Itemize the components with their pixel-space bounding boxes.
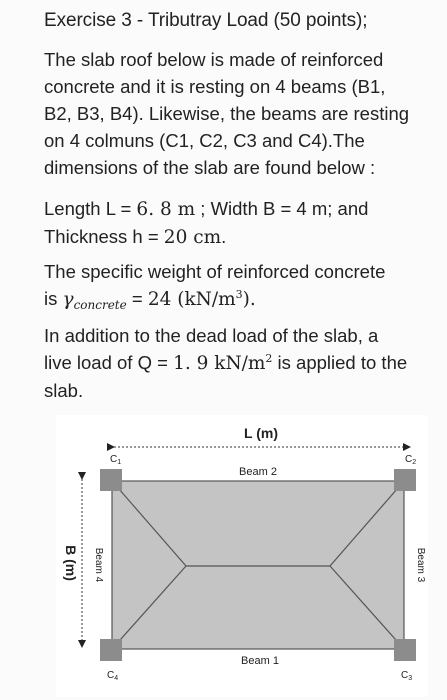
live-formula-line (44, 349, 439, 377)
c1-letter: C (110, 454, 118, 465)
weight-exponent: 3 (235, 287, 243, 301)
beam-1-label: Beam 1 (241, 655, 279, 667)
column-c4-label (107, 670, 118, 682)
weight-value: 24 (kN/m (147, 289, 236, 310)
c2-subscript: 2 (412, 459, 417, 466)
column-c3-label (401, 670, 412, 682)
live-load-paragraph (44, 322, 439, 404)
thickness-value: 20 cm (163, 227, 222, 248)
gamma-subscript: concrete (73, 298, 127, 312)
weight-paragraph (44, 258, 439, 319)
c3-letter: C (401, 670, 409, 681)
column-c4 (100, 639, 122, 661)
column-c3 (394, 639, 416, 661)
c3-subscript: 3 (408, 675, 413, 682)
live-exponent: 2 (265, 351, 273, 365)
beam-4-label: Beam 4 (93, 547, 104, 583)
gamma-symbol: γ (62, 289, 74, 310)
column-c1 (100, 469, 122, 491)
slab-rect (112, 481, 404, 649)
length-prefix: Length L = (44, 198, 137, 219)
thickness-prefix: Thickness h = (44, 226, 164, 247)
live-prefix: live load of Q = (44, 352, 174, 373)
length-label: L (m) (244, 425, 278, 441)
c1-subscript: 1 (117, 459, 122, 466)
weight-eq: = (126, 288, 148, 309)
live-value: 1. 9 kN/m (173, 353, 266, 374)
slab-diagram-svg (56, 415, 428, 697)
length-width-line (44, 195, 439, 223)
weight-is: is (44, 288, 63, 309)
c2-letter: C (405, 454, 413, 465)
beam-3-label: Beam 3 (415, 547, 426, 583)
dimensions-paragraph (44, 195, 439, 251)
thickness-line (44, 223, 439, 251)
width-label: B (m) (63, 545, 79, 581)
length-value: 6. 8 m (136, 199, 196, 220)
beam-2-label: Beam 2 (239, 466, 277, 478)
intro-line: concrete and it is resting on 4 beams (B1, (44, 76, 386, 97)
intro-line: B2, B3, B4). Likewise, the beams are resting (44, 103, 410, 124)
exercise-title: Exercise 3 - Tributray Load (50 points); (44, 10, 368, 31)
column-c2 (394, 469, 416, 491)
weight-close: ). (242, 289, 256, 310)
live-line: In addition to the dead load of the slab, a (44, 325, 379, 346)
width-text: ; Width B = 4 m; and (195, 198, 369, 219)
live-line: slab. (44, 380, 84, 401)
c4-subscript: 4 (114, 675, 119, 682)
thickness-suffix: . (221, 226, 227, 247)
intro-line: The slab roof below is made of reinforced (44, 49, 384, 70)
c4-letter: C (107, 670, 115, 681)
intro-paragraph (44, 46, 439, 181)
live-suffix: is applied to the (272, 352, 408, 373)
column-c2-label (405, 454, 416, 466)
slab-diagram (56, 415, 428, 697)
intro-line: dimensions of the slab are found below : (44, 157, 376, 178)
column-c1-label (110, 454, 121, 466)
weight-line: The specific weight of reinforced concrete (44, 261, 386, 282)
weight-formula-line (44, 285, 439, 319)
intro-line: on 4 colmuns (C1, C2, C3 and C4).The (44, 130, 365, 151)
